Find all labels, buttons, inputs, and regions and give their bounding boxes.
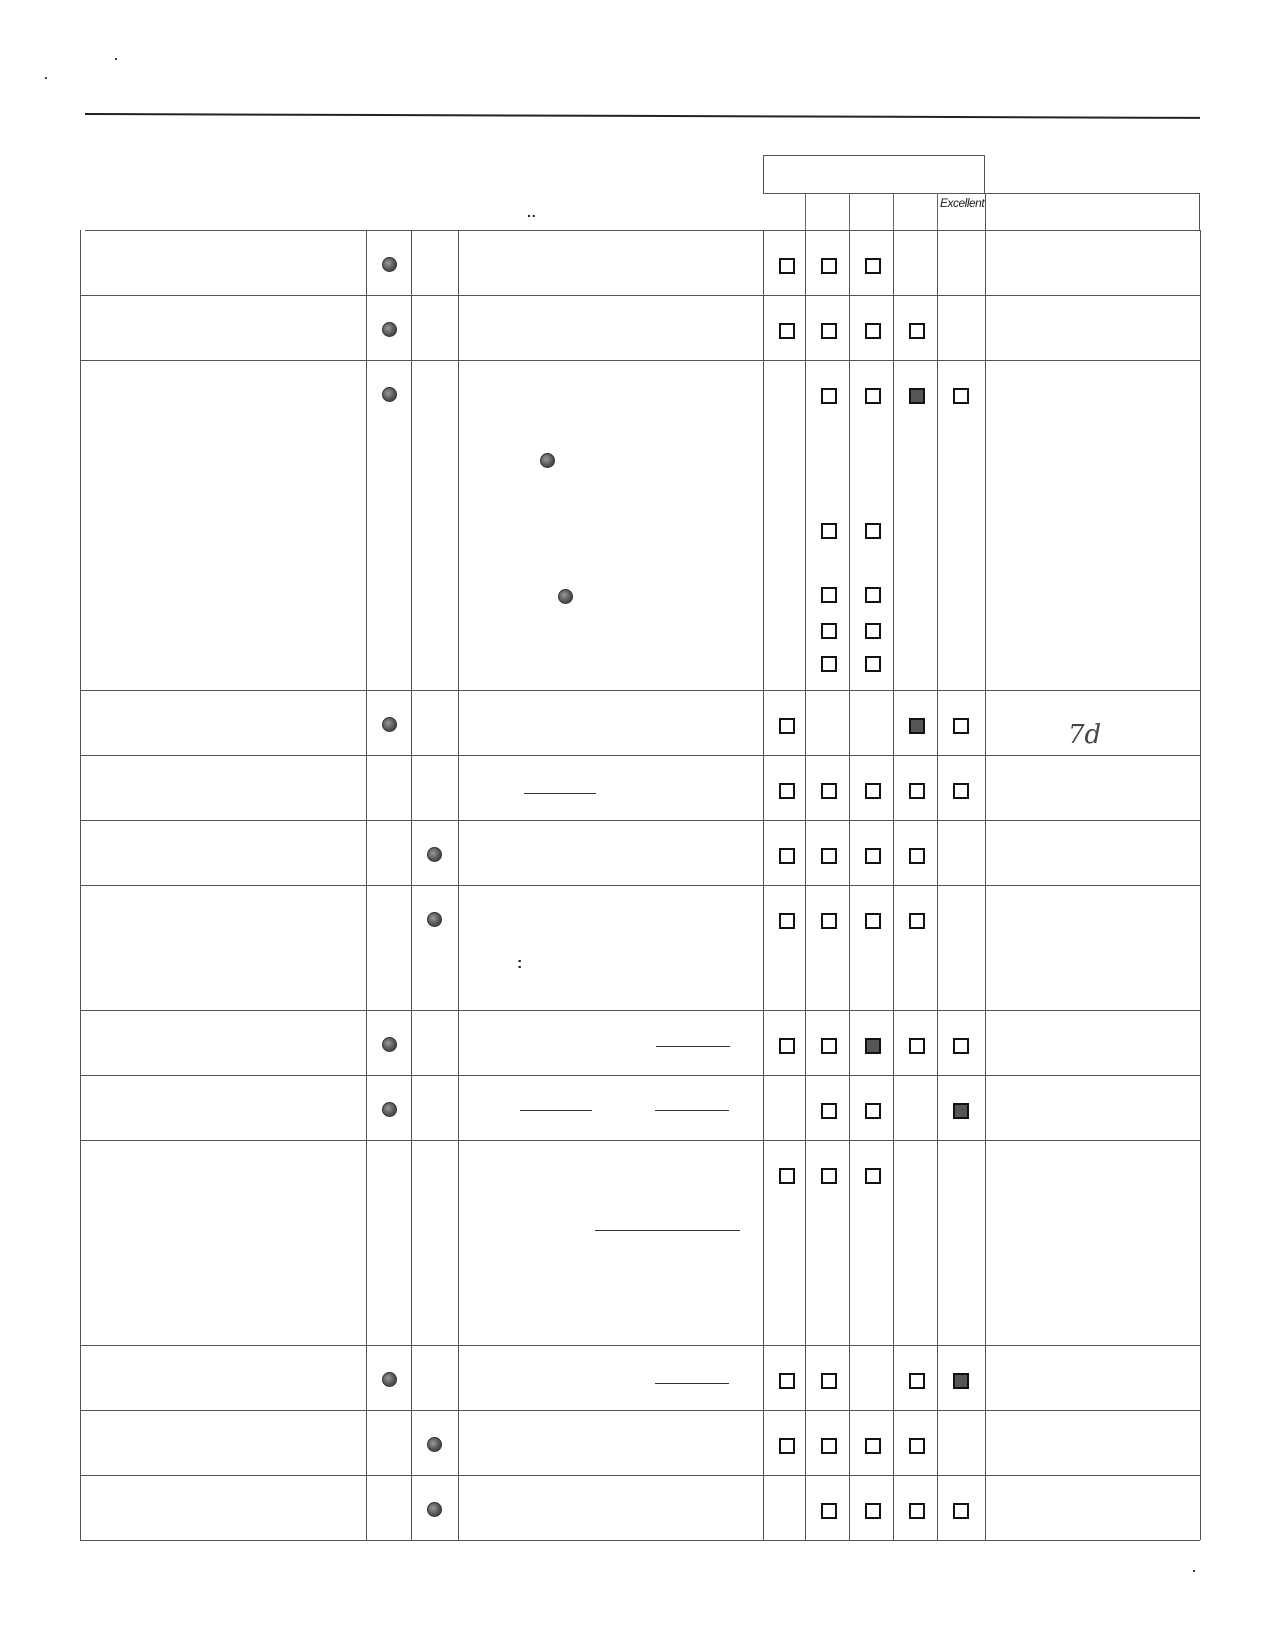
checkbox-icon[interactable] bbox=[865, 1103, 881, 1119]
scan-speck bbox=[115, 58, 117, 60]
checkbox-icon[interactable] bbox=[865, 1438, 881, 1454]
table-row-divider bbox=[80, 1010, 1200, 1011]
checkbox-icon[interactable] bbox=[865, 913, 881, 929]
rating-header-divider bbox=[849, 193, 850, 231]
checkbox-icon[interactable] bbox=[821, 1503, 837, 1519]
checkbox-icon[interactable] bbox=[779, 718, 795, 734]
checkbox-icon[interactable] bbox=[821, 1103, 837, 1119]
top-rule bbox=[85, 113, 1200, 119]
colon-mark: : bbox=[517, 955, 523, 972]
checkbox-icon[interactable] bbox=[909, 1038, 925, 1054]
table-column-divider bbox=[985, 230, 986, 1540]
checkbox-icon[interactable] bbox=[953, 388, 969, 404]
checkbox-icon[interactable] bbox=[821, 323, 837, 339]
table-column-divider bbox=[763, 230, 764, 1540]
checkbox-icon[interactable] bbox=[865, 623, 881, 639]
selection-dot-icon bbox=[382, 1102, 397, 1117]
checkbox-icon[interactable] bbox=[865, 1503, 881, 1519]
rating-header-divider bbox=[893, 193, 894, 231]
table-row-divider bbox=[85, 230, 1200, 231]
checkbox-icon[interactable] bbox=[909, 1373, 925, 1389]
checkbox-icon[interactable] bbox=[953, 1503, 969, 1519]
fill-in-line bbox=[524, 793, 596, 794]
checkbox-icon[interactable] bbox=[821, 913, 837, 929]
selection-dot-icon bbox=[382, 1037, 397, 1052]
table-column-divider bbox=[893, 230, 894, 1540]
checkbox-icon[interactable] bbox=[909, 1438, 925, 1454]
table-row-divider bbox=[80, 820, 1200, 821]
selection-dot-icon bbox=[427, 1502, 442, 1517]
comments-header-cell bbox=[985, 193, 1200, 231]
checkbox-icon[interactable] bbox=[821, 587, 837, 603]
checkbox-icon[interactable] bbox=[821, 623, 837, 639]
checkbox-icon[interactable] bbox=[865, 656, 881, 672]
checkbox-icon[interactable] bbox=[779, 783, 795, 799]
fill-in-line bbox=[655, 1110, 729, 1111]
rating-header-divider bbox=[937, 193, 938, 231]
fill-in-line bbox=[655, 1383, 729, 1384]
fill-in-line bbox=[595, 1230, 740, 1231]
checkbox-icon[interactable] bbox=[865, 1038, 881, 1054]
selection-dot-icon bbox=[427, 1437, 442, 1452]
table-column-divider bbox=[937, 230, 938, 1540]
checkbox-icon[interactable] bbox=[953, 1103, 969, 1119]
checkbox-icon[interactable] bbox=[909, 1503, 925, 1519]
table-row-divider bbox=[80, 755, 1200, 756]
table-row-divider bbox=[80, 1140, 1200, 1141]
table-row-divider bbox=[80, 295, 1200, 296]
selection-dot-icon bbox=[540, 453, 555, 468]
checkbox-icon[interactable] bbox=[909, 783, 925, 799]
table-column-divider bbox=[80, 230, 81, 1540]
table-row-divider bbox=[80, 690, 1200, 691]
checkbox-icon[interactable] bbox=[909, 323, 925, 339]
checkbox-icon[interactable] bbox=[865, 783, 881, 799]
header-divider bbox=[763, 193, 1200, 194]
checkbox-icon[interactable] bbox=[865, 523, 881, 539]
checkbox-icon[interactable] bbox=[779, 1168, 795, 1184]
checkbox-icon[interactable] bbox=[865, 1168, 881, 1184]
checkbox-icon[interactable] bbox=[821, 523, 837, 539]
checkbox-icon[interactable] bbox=[779, 323, 795, 339]
dots-mark: .. bbox=[527, 204, 537, 220]
checkbox-icon[interactable] bbox=[953, 783, 969, 799]
checkbox-icon[interactable] bbox=[821, 1438, 837, 1454]
selection-dot-icon bbox=[427, 912, 442, 927]
selection-dot-icon bbox=[382, 717, 397, 732]
checkbox-icon[interactable] bbox=[909, 388, 925, 404]
checkbox-icon[interactable] bbox=[821, 1168, 837, 1184]
checkbox-icon[interactable] bbox=[779, 1438, 795, 1454]
handwritten-note: 7d bbox=[1068, 720, 1102, 750]
checkbox-icon[interactable] bbox=[779, 1038, 795, 1054]
table-row-divider bbox=[80, 1410, 1200, 1411]
excellent-label: Excellent bbox=[940, 196, 985, 210]
selection-dot-icon bbox=[382, 257, 397, 272]
table-row-divider bbox=[80, 1475, 1200, 1476]
table-column-divider bbox=[458, 230, 459, 1540]
checkbox-icon[interactable] bbox=[821, 258, 837, 274]
checkbox-icon[interactable] bbox=[779, 1373, 795, 1389]
rating-scale-group-header bbox=[763, 155, 985, 193]
checkbox-icon[interactable] bbox=[779, 848, 795, 864]
table-row-divider bbox=[80, 1540, 1200, 1541]
checkbox-icon[interactable] bbox=[779, 913, 795, 929]
checkbox-icon[interactable] bbox=[821, 783, 837, 799]
scan-speck bbox=[1193, 1570, 1195, 1572]
checkbox-icon[interactable] bbox=[909, 913, 925, 929]
selection-dot-icon bbox=[382, 322, 397, 337]
checkbox-icon[interactable] bbox=[865, 848, 881, 864]
rating-header-divider bbox=[805, 193, 806, 231]
checkbox-icon[interactable] bbox=[779, 258, 795, 274]
selection-dot-icon bbox=[382, 387, 397, 402]
checkbox-icon[interactable] bbox=[909, 718, 925, 734]
checkbox-icon[interactable] bbox=[865, 258, 881, 274]
table-row-divider bbox=[80, 1075, 1200, 1076]
fill-in-line bbox=[656, 1046, 730, 1047]
checkbox-icon[interactable] bbox=[821, 388, 837, 404]
checkbox-icon[interactable] bbox=[953, 718, 969, 734]
scan-speck bbox=[45, 77, 47, 79]
table-column-divider bbox=[411, 230, 412, 1540]
selection-dot-icon bbox=[382, 1372, 397, 1387]
checkbox-icon[interactable] bbox=[821, 848, 837, 864]
checkbox-icon[interactable] bbox=[821, 656, 837, 672]
checkbox-icon[interactable] bbox=[953, 1038, 969, 1054]
checkbox-icon[interactable] bbox=[821, 1038, 837, 1054]
checkbox-icon[interactable] bbox=[865, 587, 881, 603]
table-row-divider bbox=[80, 360, 1200, 361]
table-row-divider bbox=[80, 1345, 1200, 1346]
table-column-divider bbox=[1200, 230, 1201, 1540]
selection-dot-icon bbox=[558, 589, 573, 604]
checkbox-icon[interactable] bbox=[865, 388, 881, 404]
selection-dot-icon bbox=[427, 847, 442, 862]
table-column-divider bbox=[366, 230, 367, 1540]
checkbox-icon[interactable] bbox=[909, 848, 925, 864]
table-column-divider bbox=[849, 230, 850, 1540]
checkbox-icon[interactable] bbox=[953, 1373, 969, 1389]
checkbox-icon[interactable] bbox=[821, 1373, 837, 1389]
fill-in-line bbox=[520, 1110, 592, 1111]
table-column-divider bbox=[805, 230, 806, 1540]
table-row-divider bbox=[80, 885, 1200, 886]
checkbox-icon[interactable] bbox=[865, 323, 881, 339]
